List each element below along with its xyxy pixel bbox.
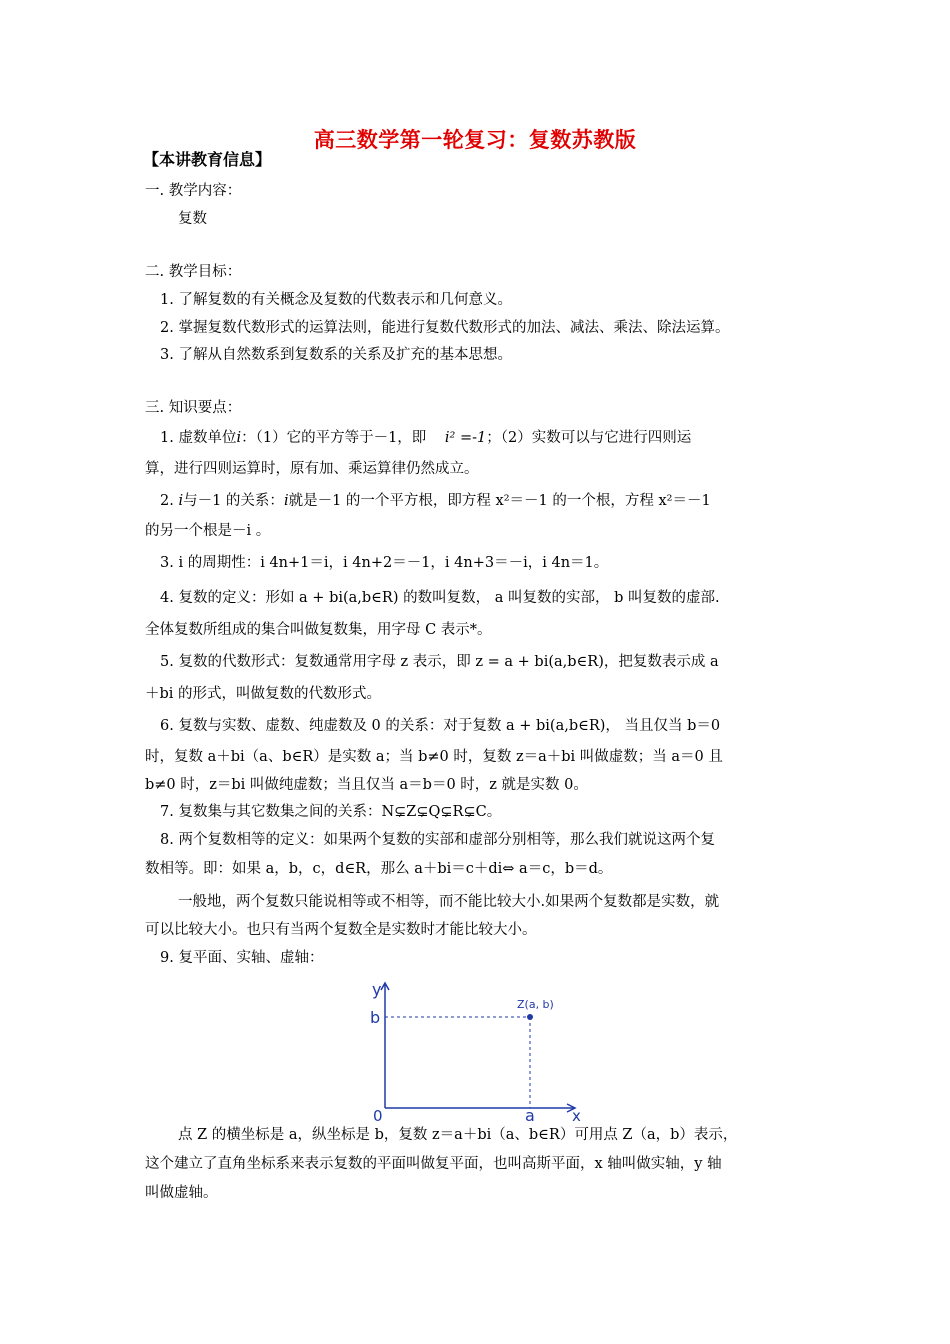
kp2-i1: i xyxy=(178,493,184,509)
kp2-text-b: 与－1 的关系： xyxy=(183,493,284,509)
kp1-i: i xyxy=(236,430,242,446)
a-label: a xyxy=(525,1106,535,1123)
b-label: b xyxy=(370,1008,381,1027)
knowledge-point-5-line2: ＋bi 的形式，叫做复数的代数形式。 xyxy=(145,686,382,702)
part1-content: 复数 xyxy=(178,211,207,227)
kp2-text-c: 就是－1 的一个平方根，即方程 x²＝－1 的一个根，方程 x²＝－1 xyxy=(288,493,711,509)
knowledge-point-6-line3: b≠0 时，z＝bi 叫做纯虚数；当且仅当 a＝b＝0 时，z 就是实数 0。 xyxy=(145,777,588,793)
knowledge-point-7: 7. 复数集与其它数集之间的关系：N⊊Z⊊Q⊊R⊊C。 xyxy=(160,804,502,820)
knowledge-point-3: 3. i 的周期性：i 4n+1＝i，i 4n+2＝－1，i 4n+3＝－i，i 4n＝1。 xyxy=(160,555,609,571)
kp2-text-a: 2. xyxy=(160,493,174,509)
point-z xyxy=(527,1014,533,1020)
kp2-i2: i xyxy=(283,493,289,509)
knowledge-point-8: 8. 两个复数相等的定义：如果两个复数的实部和虚部分别相等，那么我们就说这两个复 xyxy=(160,832,715,848)
goal-item: 3. 了解从自然数系到复数系的关系及扩充的基本思想。 xyxy=(160,347,512,363)
knowledge-point-1-line2: 算，进行四则运算时，原有加、乘运算律仍然成立。 xyxy=(145,461,479,477)
knowledge-point-1 xyxy=(160,428,691,448)
knowledge-point-9: 9. 复平面、实轴、虚轴： xyxy=(160,950,324,966)
origin-label: 0 xyxy=(373,1107,383,1123)
comparison-paragraph: 一般地，两个复数只能说相等或不相等，而不能比较大小.如果两个复数都是实数，就 xyxy=(178,894,720,910)
knowledge-point-2 xyxy=(160,491,711,511)
kp1-text-c: ；（2）实数可以与它进行四则运 xyxy=(486,430,692,446)
y-axis-label: y xyxy=(372,980,382,999)
part3-heading: 三. 知识要点： xyxy=(145,400,242,416)
part2-heading: 二. 教学目标： xyxy=(145,264,242,280)
kp1-text-a: 1. 虚数单位 xyxy=(160,430,237,446)
closing-paragraph-line3: 叫做虚轴。 xyxy=(145,1185,218,1201)
section-header: 【本讲教育信息】 xyxy=(143,150,272,169)
knowledge-point-5: 5. 复数的代数形式：复数通常用字母 z 表示，即 z = a + bi(a,b∈R)，把复数表示成 a xyxy=(160,654,719,670)
closing-paragraph: 点 Z 的横坐标是 a，纵坐标是 b，复数 z＝a＋bi（a、b∈R）可用点 Z（a，b）表示， xyxy=(178,1127,738,1143)
knowledge-point-8-line2: 数相等。即：如果 a，b，c，d∈R，那么 a＋bi＝c＋di⇔ a＝c，b＝d。 xyxy=(145,861,613,877)
knowledge-point-4: 4. 复数的定义：形如 a + bi(a,b∈R) 的数叫复数， a 叫复数的实部， b 叫复数的虚部. xyxy=(160,590,720,606)
document-title: 高三数学第一轮复习：复数苏教版 xyxy=(313,127,637,152)
goal-item: 1. 了解复数的有关概念及复数的代数表示和几何意义。 xyxy=(160,292,512,308)
knowledge-point-4-line2: 全体复数所组成的集合叫做复数集，用字母 C 表示*。 xyxy=(145,622,492,638)
knowledge-point-2-line2: 的另一个根是－i 。 xyxy=(145,523,271,539)
knowledge-point-6: 6. 复数与实数、虚数、纯虚数及 0 的关系：对于复数 a + bi(a,b∈R)， 当且仅当 b＝0 xyxy=(160,718,721,734)
point-z-label: Z(a, b) xyxy=(517,998,554,1011)
complex-plane-diagram xyxy=(360,978,590,1123)
kp1-equation: i² =-1 xyxy=(444,430,487,446)
knowledge-point-6-line2: 时，复数 a＋bi（a、b∈R）是实数 a；当 b≠0 时，复数 z＝a＋bi 叫做虚数；当 a＝0 且 xyxy=(145,749,723,765)
comparison-paragraph-line2: 可以比较大小。也只有当两个复数全是实数时才能比较大小。 xyxy=(145,922,537,938)
closing-paragraph-line2: 这个建立了直角坐标系来表示复数的平面叫做复平面，也叫高斯平面，x 轴叫做实轴，y 轴 xyxy=(145,1156,722,1172)
kp1-text-b: ：（1）它的平方等于－1，即 xyxy=(241,430,427,446)
goal-item: 2. 掌握复数代数形式的运算法则，能进行复数代数形式的加法、减法、乘法、除法运算。 xyxy=(160,320,730,336)
x-axis-label: x xyxy=(572,1107,581,1123)
part1-heading: 一. 教学内容： xyxy=(145,183,242,199)
